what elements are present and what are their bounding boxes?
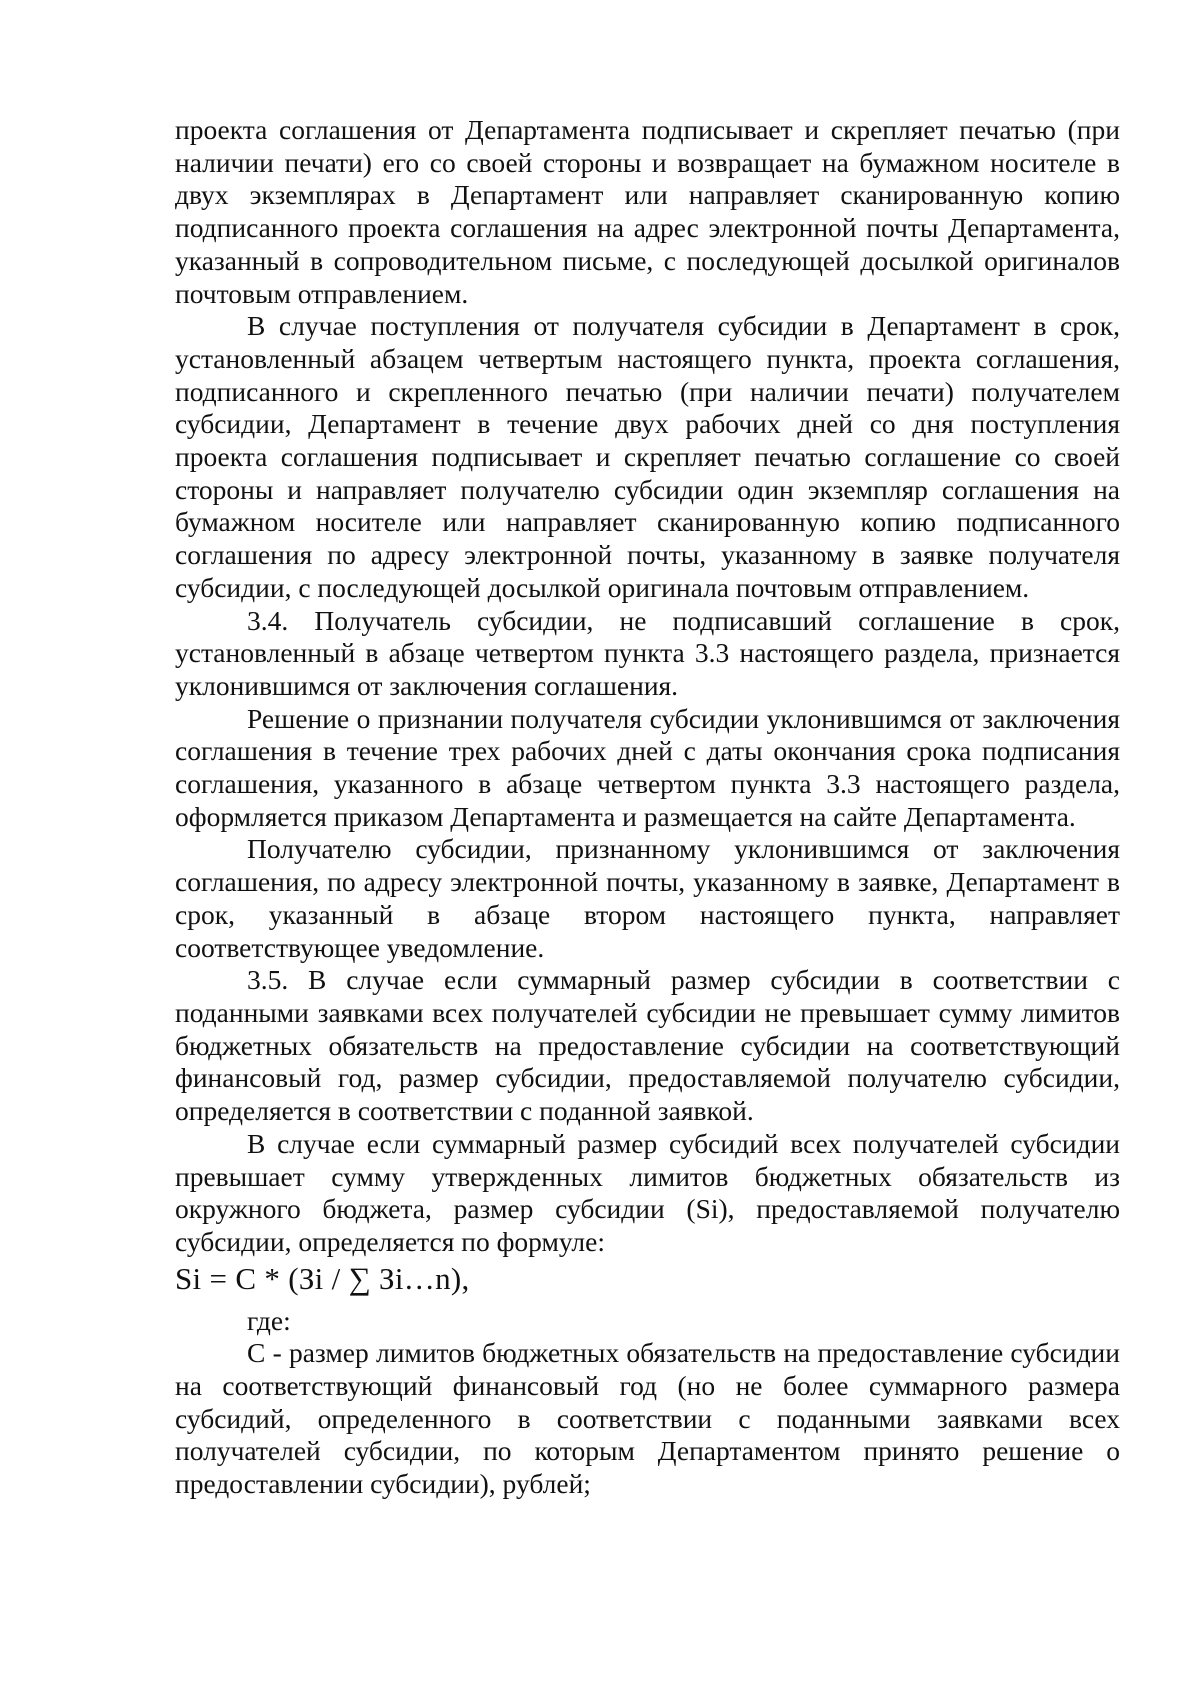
formula: Si = C * (Зi / ∑ Зi…n), [175,1260,470,1296]
where-label: где: [247,1304,291,1336]
paragraph-4: Решение о признании получателя субсидии уклонившимся от заключения соглашения в течение трех рабочих дней с даты окончания срока подписания соглашения, указанного в абзаце четвертом пункта 3.3 настоящего раздела, оформляется приказом Департамента и размещается на сайте Департамента. [175,702,1120,832]
document-page [175,114,1120,1501]
paragraph-2: В случае поступления от получателя субсидии в Департамент в срок, установленный абзацем четвертым настоящего пункта, проекта соглашения, подписанного и скрепленного печатью (при наличии печати) получателем субсидии, Департамент в течение двух рабочих дней со дня поступления проекта соглашения подписывает и скрепляет печатью соглашение со своей стороны и направляет получателю субсидии один экземпляр соглашения на бумажном носителе или направляет сканированную копию подписанного соглашения по адресу электронной почты, указанному в заявке получателя субсидии, с последующей досылкой оригинала почтовым отправлением. [175,310,1120,603]
paragraph-3-4: 3.4. Получатель субсидии, не подписавший соглашение в срок, установленный в абзаце четвертом пункта 3.3 настоящего раздела, признается уклонившимся от заключения соглашения. [175,604,1120,701]
paragraph-1: проекта соглашения от Департамента подписывает и скрепляет печатью (при наличии печати) его со своей стороны и возвращает на бумажном носителе в двух экземплярах в Департамент или направляет сканированную копию подписанного проекта соглашения на адрес электронной почты Департамента, указанный в сопроводительном письме, с последующей досылкой оригиналов почтовым отправлением. [175,114,1120,309]
paragraph-3-5: 3.5. В случае если суммарный размер субсидии в соответствии с поданными заявками всех получателей субсидии не превышает сумму лимитов бюджетных обязательств на предоставление субсидии на соответствующий финансовый год, размер субсидии, предоставляемой получателю субсидии, определяется в соответствии с поданной заявкой. [175,964,1120,1127]
paragraph-7: В случае если суммарный размер субсидий всех получателей субсидии превышает сумму утвержденных лимитов бюджетных обязательств из окружного бюджета, размер субсидии (Si), предоставляемой получателю субсидии, определяется по формуле: [175,1127,1120,1257]
definition-c: C - размер лимитов бюджетных обязательств на предоставление субсидии на соответствующий финансовый год (но не более суммарного размера субсидий, определенного в соответствии с поданными заявками всех получателей субсидии, по которым Департаментом принято решение о предоставлении субсидии), рублей; [175,1337,1120,1500]
paragraph-5: Получателю субсидии, признанному уклонившимся от заключения соглашения, по адресу электронной почты, указанному в заявке, Департамент в срок, указанный в абзаце втором настоящего пункта, направляет соответствующее уведомление. [175,833,1120,963]
